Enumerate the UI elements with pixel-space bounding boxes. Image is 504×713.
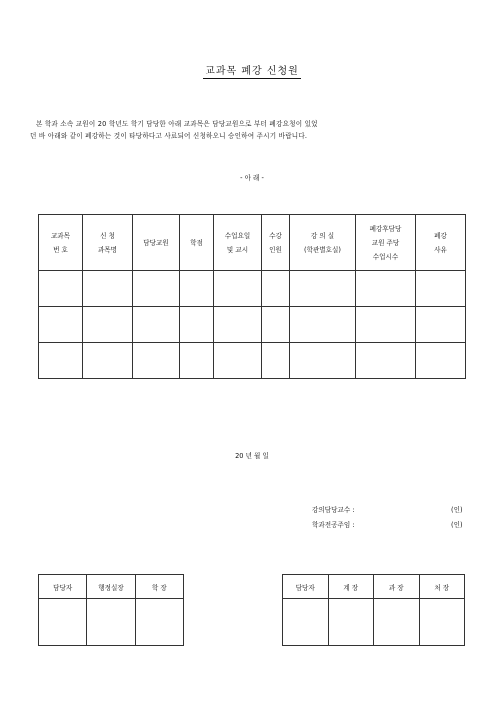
- approval-right-director-sign[interactable]: [419, 599, 465, 646]
- approval-right-director: 처 장: [419, 575, 465, 599]
- table-header-row: [39, 215, 466, 271]
- header-credits: 학점: [180, 215, 214, 271]
- approval-table-left: [38, 574, 184, 646]
- table-row: [39, 307, 466, 343]
- approval-right-section-head-sign[interactable]: [374, 599, 420, 646]
- header-course-number: 교과목 번 호: [39, 215, 83, 271]
- approval-right-team-lead-sign[interactable]: [328, 599, 374, 646]
- header-course-name: 신 청 과목명: [83, 215, 133, 271]
- intro-paragraph: [30, 118, 476, 142]
- date-line: 20 년 월 일: [235, 452, 269, 460]
- course-table: [38, 214, 466, 379]
- approval-right-team-lead: 계 장: [328, 575, 374, 599]
- intro-line-1: 본 학과 소속 교원이 20 학년도 학기 담당한 아래 교과목은 담당교원으로 부터 폐강요청이 있었: [36, 120, 318, 128]
- signature-professor-seal: (인): [451, 506, 463, 514]
- header-day-period: 수업요일 및 교시: [214, 215, 262, 271]
- signature-chair-seal: (인): [451, 521, 463, 529]
- signature-professor-label: 강의담당교수 :: [312, 506, 355, 514]
- approval-left-staff: 담당자: [39, 575, 87, 599]
- note-heading: - 아 래 -: [240, 174, 264, 182]
- approval-left-dean: 학 장: [135, 575, 183, 599]
- header-classroom: 강 의 실 (학관별호실): [290, 215, 356, 271]
- approval-left-dean-sign[interactable]: [135, 599, 183, 646]
- table-row: [39, 271, 466, 307]
- page-title: [0, 62, 504, 77]
- table-row: [39, 343, 466, 379]
- approval-table-right: [282, 574, 465, 646]
- header-instructor: 담당교원: [133, 215, 180, 271]
- header-enrollment: 수강 인원: [262, 215, 290, 271]
- signature-chair-label: 학과전공주임 :: [312, 521, 355, 529]
- header-weekly-hours: 폐강후담당 교원 주당 수업시수: [356, 215, 416, 271]
- title-text: 교과목 폐강 신청원: [205, 66, 299, 77]
- approval-left-staff-sign[interactable]: [39, 599, 87, 646]
- header-reason: 폐강 사유: [416, 215, 466, 271]
- approval-right-staff-sign[interactable]: [283, 599, 329, 646]
- approval-left-admin-head-sign[interactable]: [87, 599, 135, 646]
- approval-right-section-head: 과 장: [374, 575, 420, 599]
- approval-right-staff: 담당자: [283, 575, 329, 599]
- approval-left-admin-head: 행정실장: [87, 575, 135, 599]
- intro-line-2: 던 바 아래와 같이 폐강하는 것이 타당하다고 사료되어 신청하오니 승인하여 주시기 바랍니다.: [30, 132, 308, 140]
